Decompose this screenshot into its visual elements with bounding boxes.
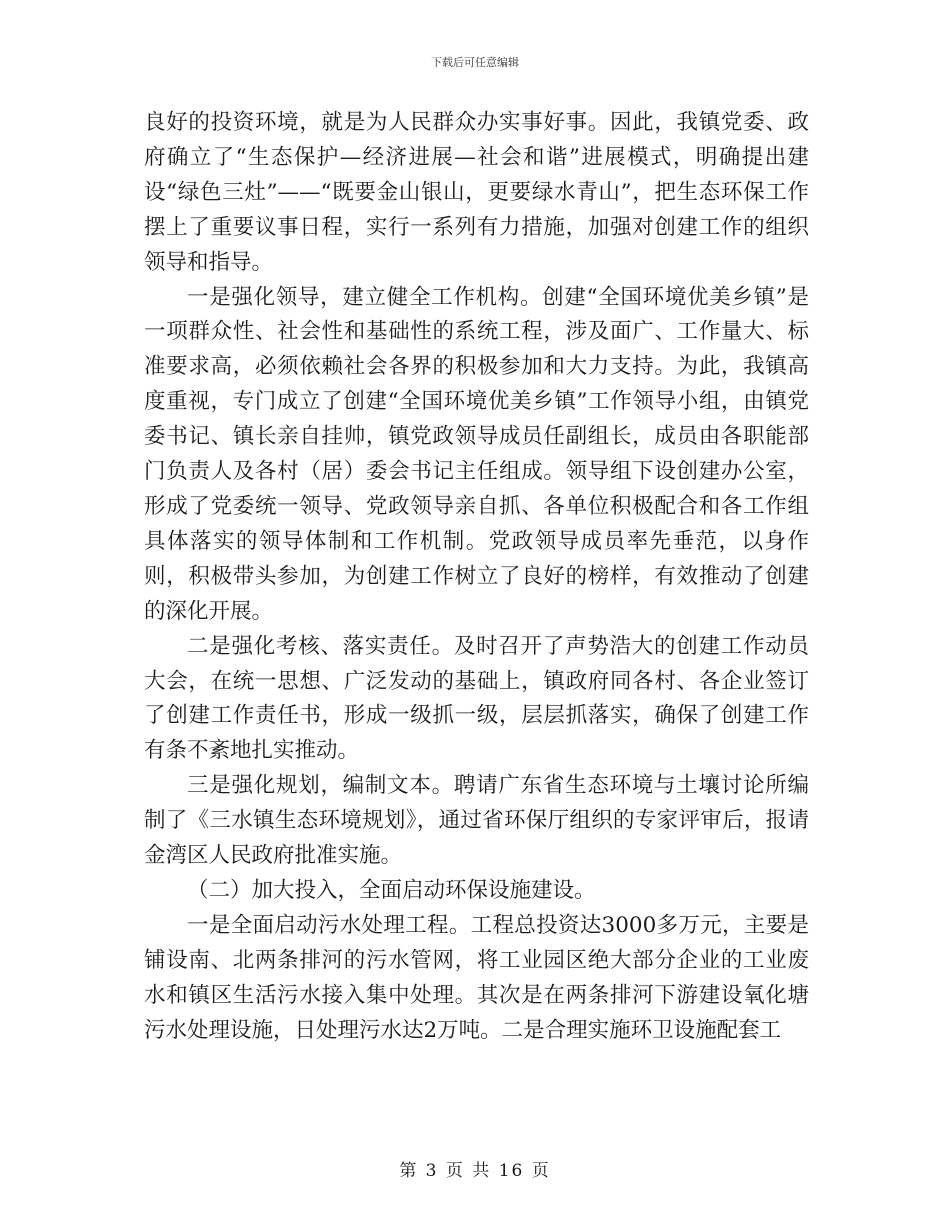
paragraph-2: 一是强化领导，建立健全工作机构。创建“全国环境优美乡镇”是一项群众性、社会性和基础性的系统工程，涉及面广、工作量大、标准要求高，必须依赖社会各界的积极参加和大力支持。为此，我镇高度重视，专门成立了创建“全国环境优美乡镇”工作领导小组，由镇党委书记、镇长亲自挂帅，镇党政领导成员任副组长，成员由各职能部门负责人及各村（居）委会书记主任组成。领导组下设创建办公室，形成了党委统一领导、党政领导亲自抓、各单位积极配合和各工作组具体落实的领导体制和工作机制。党政领导成员率先垂范，以身作则，积极带头参加，为创建工作树立了良好的榜样，有效推动了创建的深化开展。: [144, 284, 809, 624]
paragraph-5: 一是全面启动污水处理工程。工程总投资达3000多万元，主要是铺设南、北两条排河的污水管网，将工业园区绝大部分企业的工业废水和镇区生活污水接入集中处理。其次是在两条排河下游建设氧化塘污水处理设施，日处理污水达2万吨。二是合理实施环卫设施配套工: [144, 912, 809, 1043]
document-body: [144, 106, 809, 1048]
page-number: 第 3 页 共 16 页: [399, 1161, 551, 1181]
paragraph-3: 二是强化考核、落实责任。及时召开了声势浩大的创建工作动员大会，在统一思想、广泛发动的基础上，镇政府同各村、各企业签订了创建工作责任书，形成一级抓一级，层层抓落实，确保了创建工作有条不紊地扎实推动。: [144, 633, 809, 764]
paragraph-4: 三是强化规划，编制文本。聘请广东省生态环境与土壤讨论所编制了《三水镇生态环境规划》，通过省环保厅组织的专家评审后，报请金湾区人民政府批准实施。: [144, 773, 809, 869]
page-header: 下载后可任意编辑: [431, 56, 519, 69]
paragraph-1: 良好的投资环境，就是为人民群众办实事好事。因此，我镇党委、政府确立了“生态保护—经济进展—社会和谐”进展模式，明确提出建设“绿色三灶”——“既要金山银山，更要绿水青山”，把生态环保工作摆上了重要议事日程，实行一系列有力措施，加强对创建工作的组织领导和指导。: [144, 110, 809, 275]
section-heading: （二）加大投入，全面启动环保设施建设。: [187, 877, 596, 903]
